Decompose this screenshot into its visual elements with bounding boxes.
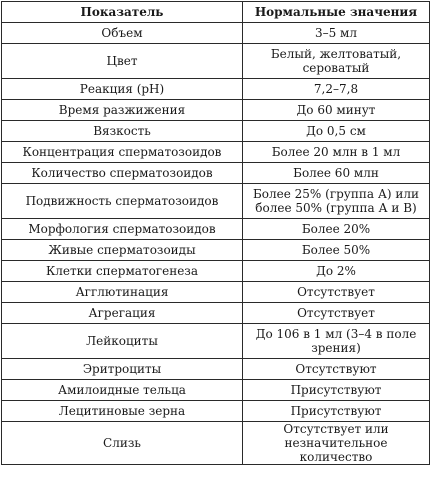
table-row [2,303,430,324]
normal-value-cell: Отсутствуют [243,359,430,380]
parameter-cell: Объем [2,23,243,44]
header-normal-values: Нормальные значения [243,2,430,23]
parameter-cell: Живые сперматозоиды [2,240,243,261]
table-row [2,324,430,359]
table-row [2,282,430,303]
table-row [2,79,430,100]
parameter-cell: Концентрация сперматозоидов [2,142,243,163]
table-body [2,23,430,465]
table-row [2,219,430,240]
table-row [2,422,430,465]
parameter-cell: Количество сперматозоидов [2,163,243,184]
normal-value-cell: 3–5 мл [243,23,430,44]
normal-value-cell: Более 20 млн в 1 мл [243,142,430,163]
normal-value-cell: Отсутствует [243,303,430,324]
normal-value-cell: Отсутствует [243,282,430,303]
parameter-cell: Морфология сперматозоидов [2,219,243,240]
normal-value-cell: Более 50% [243,240,430,261]
table-row [2,44,430,79]
table-row [2,261,430,282]
table-row [2,142,430,163]
table-row [2,184,430,219]
table-row [2,380,430,401]
table-row [2,23,430,44]
parameter-cell: Реакция (pH) [2,79,243,100]
normal-value-cell: До 106 в 1 мл (3–4 в поле зрения) [243,324,430,359]
table-row [2,121,430,142]
semen-norms-table [1,1,430,465]
parameter-cell: Слизь [2,422,243,465]
parameter-cell: Вязкость [2,121,243,142]
table-row [2,359,430,380]
table-row [2,100,430,121]
parameter-cell: Цвет [2,44,243,79]
parameter-cell: Лецитиновые зерна [2,401,243,422]
normal-value-cell: До 2% [243,261,430,282]
parameter-cell: Время разжижения [2,100,243,121]
parameter-cell: Амилоидные тельца [2,380,243,401]
parameter-cell: Агглютинация [2,282,243,303]
parameter-cell: Подвижность сперматозоидов [2,184,243,219]
normal-value-cell: До 60 минут [243,100,430,121]
table-row [2,401,430,422]
normal-value-cell: Присутствуют [243,401,430,422]
normal-value-cell: До 0,5 см [243,121,430,142]
header-parameter: Показатель [2,2,243,23]
normal-value-cell: Более 60 млн [243,163,430,184]
normal-value-cell: Белый, желтоватый, сероватый [243,44,430,79]
normal-value-cell: Более 25% (группа А) или более 50% (группа А и В) [243,184,430,219]
table-row [2,240,430,261]
normal-value-cell: 7,2–7,8 [243,79,430,100]
parameter-cell: Агрегация [2,303,243,324]
normal-value-cell: Более 20% [243,219,430,240]
parameter-cell: Клетки сперматогенеза [2,261,243,282]
normal-value-cell: Отсутствует или незначительное количество [243,422,430,465]
table-row [2,163,430,184]
table-header-row [2,2,430,23]
normal-value-cell: Присутствуют [243,380,430,401]
parameter-cell: Эритроциты [2,359,243,380]
parameter-cell: Лейкоциты [2,324,243,359]
